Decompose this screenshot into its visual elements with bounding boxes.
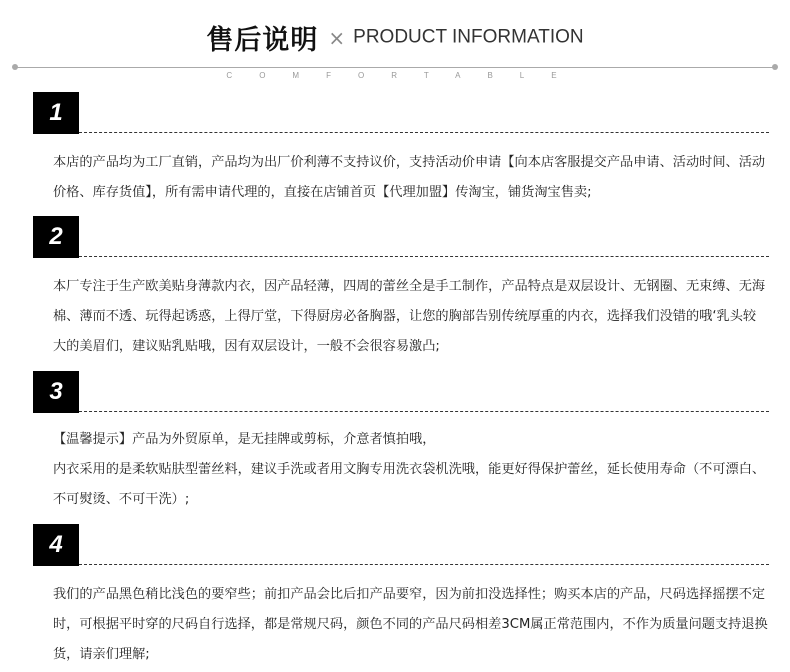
section-number-badge: 3 [33, 371, 79, 413]
section-number-badge: 2 [33, 216, 79, 258]
section-paragraph: 【温馨提示】产品为外贸原单，是无挂牌或剪标，介意者慎拍哦， [53, 432, 436, 447]
section-dashed-divider [79, 411, 769, 412]
title-separator-icon: × [328, 25, 346, 50]
section-body [53, 272, 769, 362]
section-body [53, 148, 769, 208]
section-number-badge: 4 [33, 524, 79, 566]
header-divider [14, 67, 776, 68]
section-dashed-divider [79, 132, 769, 133]
section-body [53, 425, 769, 515]
section-dashed-divider [79, 256, 769, 257]
section-paragraph: 本厂专注于生产欧美贴身薄款内衣，因产品轻薄，四周的蕾丝全是手工制作，产品特点是双层设计、无钢圈、无束缚、无海棉、薄而不透、玩得起诱惑，上得厅堂，下得厨房必备胸器，让您的胸部告别传统厚重的内衣，选择我们没错的哦‘乳头较大的美眉们，建议贴乳贴哦，因有双层设计，一般不会很容易激凸; [53, 279, 766, 354]
page-title-english: PRODUCT INFORMATION [353, 26, 584, 48]
page-title: 售后说明 [206, 25, 319, 56]
section-paragraph: 我们的产品黑色稍比浅色的要窄些；前扣产品会比后扣产品要窄，因为前扣没选择性；购买本店的产品，尺码选择摇摆不定时，可根据平时穿的尺码自行选择，都是常规尺码，颜色不同的产品尺码相差3CM属正常范围内，不作为质量问题支持退换货，请亲们理解; [53, 587, 768, 662]
page-subtitle: COMFORTABLE [226, 71, 584, 80]
section-body [53, 580, 769, 670]
section-paragraph: 内衣采用的是柔软贴肤型蕾丝料，建议手洗或者用文胸专用洗衣袋机洗哦，能更好得保护蕾丝，延长使用寿命（不可漂白、不可熨烫、不可干洗）; [53, 462, 766, 507]
section-number-badge: 1 [33, 92, 79, 134]
section-dashed-divider [79, 564, 769, 565]
section-paragraph: 本店的产品均为工厂直销，产品均为出厂价利薄不支持议价，支持活动价申请【向本店客服提交产品申请、活动时间、活动价格、库存货值】，所有需申请代理的，直接在店铺首页【代理加盟】传淘宝，铺货淘宝售卖; [53, 155, 766, 200]
page-header [0, 18, 790, 58]
rule-right-dot-icon [772, 64, 778, 70]
